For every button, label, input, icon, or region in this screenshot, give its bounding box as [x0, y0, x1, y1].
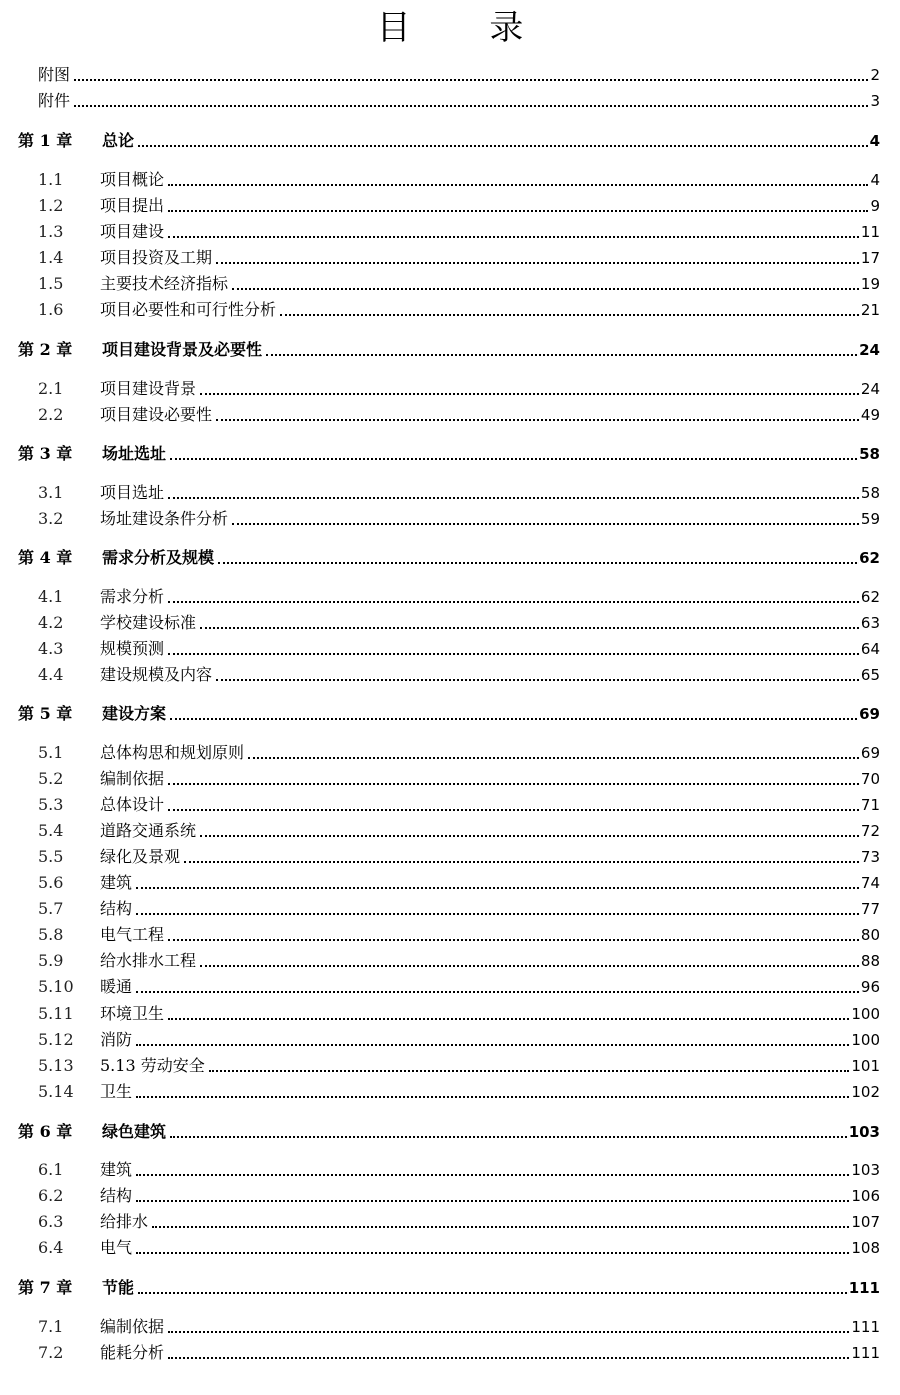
toc-entry-number: 5.14: [38, 1082, 74, 1101]
toc-entry-label: 电气: [100, 1238, 133, 1257]
toc-entry-page: 100: [851, 1005, 880, 1023]
toc-entry-number: 1.2: [38, 196, 64, 215]
dot-leader: [136, 989, 859, 993]
toc-entry-page: 21: [860, 301, 880, 319]
dot-leader: [168, 234, 859, 238]
dot-leader: [136, 911, 859, 915]
toc-chapter-entry[interactable]: [18, 1276, 880, 1298]
dot-leader: [200, 963, 859, 967]
toc-entry[interactable]: [18, 246, 880, 268]
toc-entry-page: 64: [860, 640, 880, 658]
toc-entry-number: 7.1: [38, 1317, 64, 1336]
toc-entry[interactable]: [18, 481, 880, 503]
toc-entry-label: 总体设计: [100, 795, 165, 814]
dot-leader: [138, 143, 868, 147]
toc-entry-label: 道路交通系统: [100, 821, 197, 840]
toc-entry[interactable]: [18, 403, 880, 425]
toc-entry-label: 环境卫生: [100, 1004, 165, 1023]
toc-entry-label: 能耗分析: [100, 1343, 165, 1362]
toc-entry-page: 59: [860, 510, 880, 528]
toc-entry-page: 2: [870, 66, 880, 84]
toc-entry-label: 编制依据: [100, 1317, 165, 1336]
toc-entry-number: 5.12: [38, 1030, 74, 1049]
toc-entry-page: 11: [860, 223, 880, 241]
dot-leader: [280, 312, 859, 316]
toc-entry[interactable]: [18, 611, 880, 633]
toc-entry-page: 106: [851, 1187, 880, 1205]
toc-chapter-entry[interactable]: [18, 546, 880, 568]
toc-entry-number: 5.13: [38, 1056, 74, 1075]
toc-entry-page: 4: [869, 132, 880, 150]
toc-entry[interactable]: [38, 89, 880, 111]
toc-entry-page: 103: [851, 1161, 880, 1179]
dot-leader: [216, 260, 859, 264]
toc-entry-label: 主要技术经济指标: [100, 274, 229, 293]
toc-entry-label: 建筑: [100, 1160, 133, 1179]
toc-entry-number: 7.2: [38, 1343, 64, 1362]
toc-entry[interactable]: [18, 949, 880, 971]
toc-entry-number: 1.4: [38, 248, 64, 267]
toc-entry-page: 108: [851, 1239, 880, 1257]
dot-leader: [136, 1250, 849, 1254]
toc-entry-label: 附图: [38, 65, 71, 84]
toc-entry-label: 给水排水工程: [100, 951, 197, 970]
toc-entry-page: 111: [851, 1318, 880, 1336]
dot-leader: [216, 417, 859, 421]
toc-entry-page: 111: [851, 1344, 880, 1362]
toc-entry[interactable]: [18, 793, 880, 815]
toc-entry-number: 1.6: [38, 300, 64, 319]
toc-entry[interactable]: [18, 1080, 880, 1102]
toc-entry[interactable]: [18, 767, 880, 789]
dot-leader: [168, 1355, 849, 1359]
toc-entry-page: 65: [860, 666, 880, 684]
toc-entry-label: 项目建设背景及必要性: [102, 340, 263, 359]
toc-entry-number: 2.1: [38, 379, 64, 398]
toc-entry[interactable]: [38, 63, 880, 85]
toc-entry[interactable]: [18, 1002, 880, 1024]
toc-entry-label: 附件: [38, 91, 71, 110]
toc-entry-label: 场址建设条件分析: [100, 509, 229, 528]
toc-entry[interactable]: [18, 975, 880, 997]
toc-entry-number: 第 4 章: [18, 548, 73, 567]
toc-entry-number: 1.3: [38, 222, 64, 241]
toc-entry-number: 6.2: [38, 1186, 64, 1205]
toc-entry-label: 总体构思和规划原则: [100, 743, 245, 762]
toc-entry[interactable]: [18, 741, 880, 763]
toc-entry[interactable]: [18, 298, 880, 320]
toc-entry-label: 项目投资及工期: [100, 248, 213, 267]
toc-entry-label: 项目必要性和可行性分析: [100, 300, 277, 319]
toc-entry-label: 项目建设必要性: [100, 405, 213, 424]
toc-chapter-entry[interactable]: [18, 338, 880, 360]
toc-entry-page: 58: [859, 445, 880, 463]
toc-entry-page: 100: [851, 1031, 880, 1049]
toc-entry-label: 5.13 劳动安全: [100, 1056, 205, 1075]
toc-entry-label: 消防: [100, 1030, 133, 1049]
toc-entry[interactable]: [18, 272, 880, 294]
dot-leader: [168, 781, 859, 785]
toc-entry-number: 4.2: [38, 613, 64, 632]
dot-leader: [248, 755, 859, 759]
dot-leader: [216, 677, 859, 681]
toc-entry-page: 77: [860, 900, 880, 918]
toc-entry-number: 5.8: [38, 925, 64, 944]
toc-entry-number: 6.3: [38, 1212, 64, 1231]
toc-entry-number: 6.1: [38, 1160, 64, 1179]
toc-entry-page: 69: [859, 705, 880, 723]
dot-leader: [168, 1329, 849, 1333]
toc-entry[interactable]: [18, 1236, 880, 1258]
toc-entry-page: 69: [860, 744, 880, 762]
toc-entry-label: 给排水: [100, 1212, 149, 1231]
dot-leader: [168, 182, 868, 186]
toc-entry-page: 19: [860, 275, 880, 293]
toc-entry-label: 暖通: [100, 977, 133, 996]
dot-leader: [200, 833, 859, 837]
toc-entry-page: 4: [870, 171, 880, 189]
toc-entry-number: 4.4: [38, 665, 64, 684]
toc-entry-page: 111: [848, 1279, 880, 1297]
dot-leader: [138, 1290, 847, 1294]
dot-leader: [209, 1068, 850, 1072]
toc-chapter-entry[interactable]: [18, 442, 880, 464]
dot-leader: [232, 521, 859, 525]
toc-entry-page: 24: [860, 380, 880, 398]
toc-entry-label: 项目概论: [100, 170, 165, 189]
dot-leader: [168, 495, 859, 499]
toc-entry-number: 第 6 章: [18, 1122, 73, 1141]
toc-entry[interactable]: [18, 168, 880, 190]
toc-entry-number: 第 7 章: [18, 1278, 73, 1297]
dot-leader: [152, 1224, 849, 1228]
dot-leader: [168, 937, 859, 941]
toc-entry-number: 5.1: [38, 743, 64, 762]
toc-entry-label: 建设规模及内容: [100, 665, 213, 684]
toc-entry-number: 第 5 章: [18, 704, 73, 723]
toc-entry-number: 5.11: [38, 1004, 74, 1023]
toc-entry-label: 建筑: [100, 873, 133, 892]
toc-entry[interactable]: [18, 194, 880, 216]
toc-entry-page: 49: [860, 406, 880, 424]
toc-entry[interactable]: [18, 585, 880, 607]
toc-entry-page: 62: [859, 549, 880, 567]
toc-entry-label: 节能: [102, 1278, 135, 1297]
toc-entry-page: 102: [851, 1083, 880, 1101]
toc-entry-number: 5.7: [38, 899, 64, 918]
toc-entry[interactable]: [18, 1315, 880, 1337]
toc-entry-page: 3: [870, 92, 880, 110]
dot-leader: [168, 807, 859, 811]
toc-entry[interactable]: [18, 1054, 880, 1076]
toc-entry[interactable]: [18, 1210, 880, 1232]
toc-chapter-entry[interactable]: [18, 702, 880, 724]
toc-entry-label: 场址选址: [102, 444, 167, 463]
toc-entry-number: 5.10: [38, 977, 74, 996]
toc-entry-label: 项目提出: [100, 196, 165, 215]
dot-leader: [218, 560, 857, 564]
dot-leader: [136, 1042, 849, 1046]
toc-entry[interactable]: [18, 1341, 880, 1363]
toc-entry-label: 总论: [102, 131, 135, 150]
toc-entry-number: 第 2 章: [18, 340, 73, 359]
toc-entry-label: 卫生: [100, 1082, 133, 1101]
dot-leader: [170, 1134, 847, 1138]
toc-entry-page: 24: [859, 341, 880, 359]
dot-leader: [136, 1172, 849, 1176]
dot-leader: [200, 625, 859, 629]
toc-entry-number: 5.2: [38, 769, 64, 788]
toc-entry-page: 96: [860, 978, 880, 996]
toc-entry-page: 74: [860, 874, 880, 892]
toc-entry[interactable]: [18, 220, 880, 242]
toc-entry-label: 学校建设标准: [100, 613, 197, 632]
dot-leader: [232, 286, 859, 290]
toc-entry-number: 1.1: [38, 170, 64, 189]
toc-entry[interactable]: [18, 897, 880, 919]
toc-entry-page: 103: [848, 1123, 880, 1141]
dot-leader: [168, 599, 859, 603]
dot-leader: [136, 1094, 849, 1098]
toc-entry-label: 结构: [100, 899, 133, 918]
toc-entry-number: 5.9: [38, 951, 64, 970]
dot-leader: [74, 77, 868, 81]
toc-entry-label: 项目选址: [100, 483, 165, 502]
toc-entry-page: 80: [860, 926, 880, 944]
dot-leader: [170, 456, 857, 460]
toc-entry-label: 建设方案: [102, 704, 167, 723]
toc-title: 目 录: [376, 8, 558, 48]
dot-leader: [170, 716, 857, 720]
toc-entry-label: 需求分析及规模: [102, 548, 215, 567]
toc-entry-page: 58: [860, 484, 880, 502]
toc-entry-number: 第 1 章: [18, 131, 73, 150]
dot-leader: [74, 103, 868, 107]
toc-entry-number: 5.5: [38, 847, 64, 866]
toc-entry-label: 绿色建筑: [102, 1122, 167, 1141]
toc-entry[interactable]: [18, 637, 880, 659]
toc-entry-label: 需求分析: [100, 587, 165, 606]
dot-leader: [200, 391, 859, 395]
dot-leader: [136, 885, 859, 889]
toc-entry-page: 63: [860, 614, 880, 632]
toc-entry[interactable]: [18, 1184, 880, 1206]
toc-entry-number: 5.3: [38, 795, 64, 814]
toc-entry[interactable]: [18, 923, 880, 945]
dot-leader: [266, 352, 857, 356]
toc-entry[interactable]: [18, 663, 880, 685]
dot-leader: [168, 651, 859, 655]
toc-entry-label: 绿化及景观: [100, 847, 181, 866]
toc-entry-page: 73: [860, 848, 880, 866]
toc-entry-number: 6.4: [38, 1238, 64, 1257]
toc-entry-label: 电气工程: [100, 925, 165, 944]
toc-entry[interactable]: [18, 507, 880, 529]
toc-entry-page: 9: [870, 197, 880, 215]
toc-entry[interactable]: [18, 1028, 880, 1050]
toc-entry[interactable]: [18, 377, 880, 399]
toc-entry-number: 3.1: [38, 483, 64, 502]
toc-entry-label: 项目建设背景: [100, 379, 197, 398]
toc-entry-label: 编制依据: [100, 769, 165, 788]
toc-entry-number: 2.2: [38, 405, 64, 424]
toc-entry-number: 4.3: [38, 639, 64, 658]
toc-entry-label: 结构: [100, 1186, 133, 1205]
toc-entry[interactable]: [18, 871, 880, 893]
toc-entry-number: 4.1: [38, 587, 64, 606]
toc-entry-number: 5.6: [38, 873, 64, 892]
toc-entry[interactable]: [18, 819, 880, 841]
dot-leader: [168, 1016, 849, 1020]
toc-entry-page: 62: [860, 588, 880, 606]
toc-entry-page: 70: [860, 770, 880, 788]
toc-entry[interactable]: [18, 1158, 880, 1180]
dot-leader: [136, 1198, 849, 1202]
toc-entry-page: 72: [860, 822, 880, 840]
toc-chapter-entry[interactable]: [18, 129, 880, 151]
toc-entry-label: 规模预测: [100, 639, 165, 658]
toc-entry-number: 3.2: [38, 509, 64, 528]
toc-entry-page: 71: [860, 796, 880, 814]
toc-entry-page: 107: [851, 1213, 880, 1231]
dot-leader: [184, 859, 859, 863]
toc-entry-page: 17: [860, 249, 880, 267]
toc-entry[interactable]: [18, 845, 880, 867]
toc-entry-label: 项目建设: [100, 222, 165, 241]
toc-entry-page: 88: [860, 952, 880, 970]
toc-chapter-entry[interactable]: [18, 1120, 880, 1142]
dot-leader: [168, 208, 868, 212]
toc-entry-number: 5.4: [38, 821, 64, 840]
toc-entry-number: 1.5: [38, 274, 64, 293]
toc-entry-page: 101: [851, 1057, 880, 1075]
toc-entry-number: 第 3 章: [18, 444, 73, 463]
